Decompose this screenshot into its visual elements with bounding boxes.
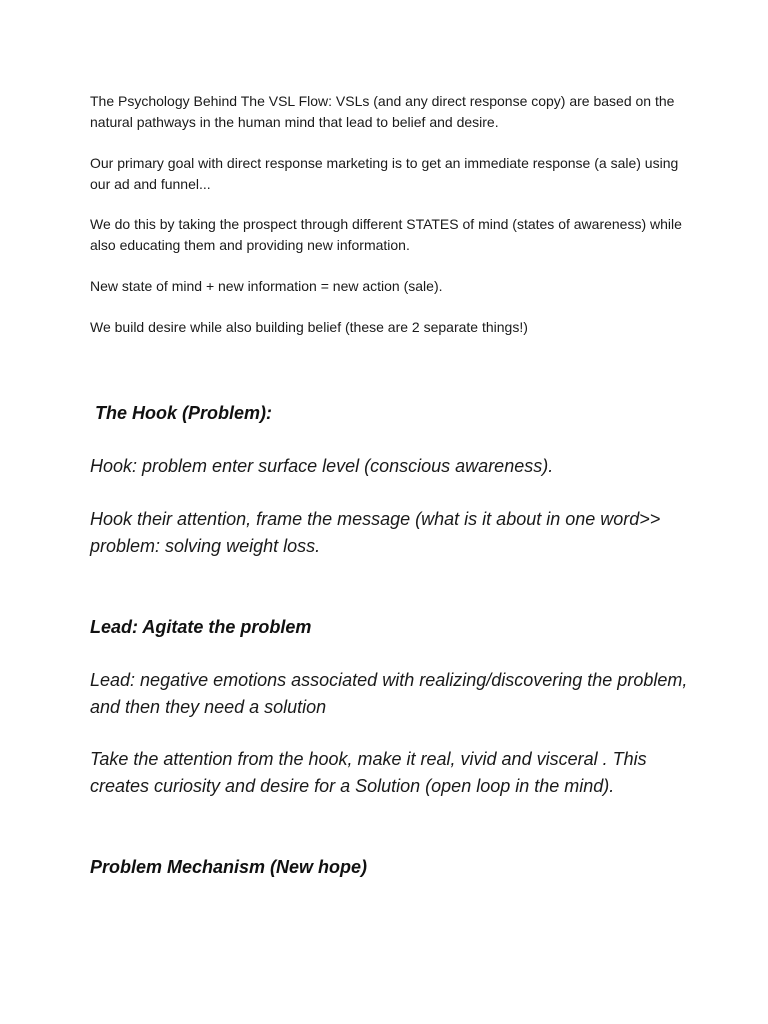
hook-heading: The Hook (Problem): [90,403,273,423]
lead-heading: Lead: Agitate the problem [90,617,312,637]
lead-paragraph-negative-emotions: Lead: negative emotions associated with realizing/discovering the problem, and then they need a solution [90,670,688,717]
intro-paragraph-desire-belief: We build desire while also building belief (these are 2 separate things!) [90,319,528,335]
lead-paragraph-visceral: Take the attention from the hook, make it real, vivid and visceral . This creates curiosity and desire for a Solution (open loop in the mind). [90,749,647,796]
intro-paragraph-vsl-psychology: The Psychology Behind The VSL Flow: VSLs (and any direct response copy) are based on the natural pathways in the human mind that lead to belief and desire. [90,93,675,130]
mechanism-heading: Problem Mechanism (New hope) [90,857,368,877]
intro-paragraph-equation: New state of mind + new information = new action (sale). [90,278,443,294]
hook-paragraph-attention: Hook their attention, frame the message (what is it about in one word>> problem: solving weight loss. [90,509,661,556]
intro-paragraph-primary-goal: Our primary goal with direct response marketing is to get an immediate response (a sale) using our ad and funnel... [90,155,679,192]
intro-paragraph-states-of-mind: We do this by taking the prospect through different STATES of mind (states of awareness) while also educating them and providing new information. [90,216,682,253]
hook-paragraph-surface-level: Hook: problem enter surface level (conscious awareness). [90,456,554,476]
